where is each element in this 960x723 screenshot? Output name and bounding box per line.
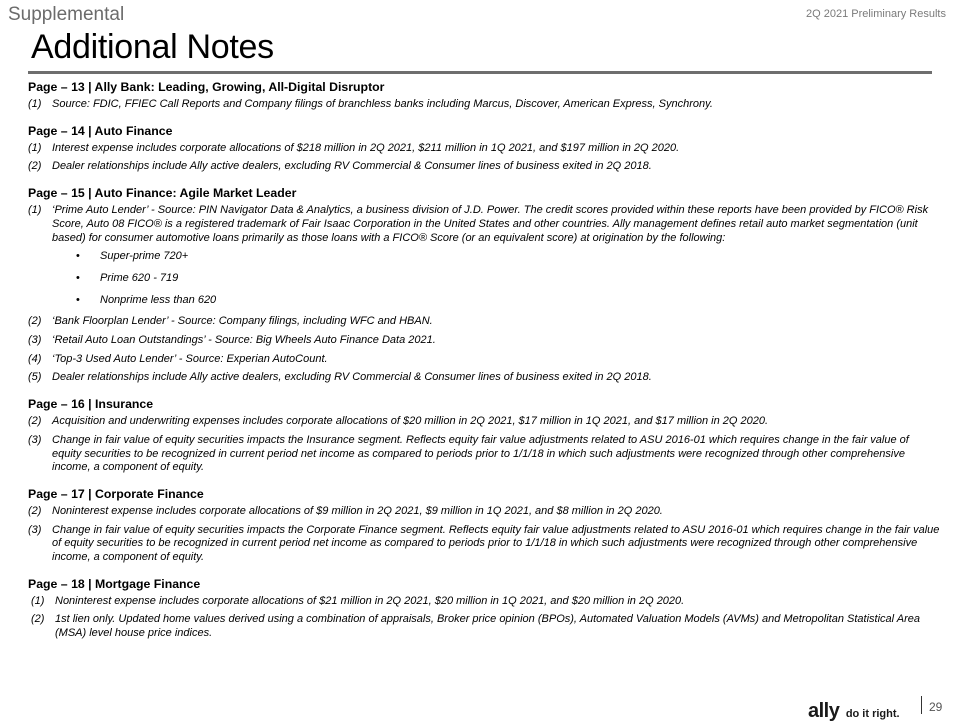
note-text: Noninterest expense includes corporate allocations of $9 million in 2Q 2021, $9 million in 1Q 2021, and $8 million in 2Q 2020.	[52, 504, 663, 517]
note-number: (1)	[28, 204, 42, 217]
section-heading: Page – 17 | Corporate Finance	[28, 486, 204, 501]
note-text: 1st lien only. Updated home values derived using a combination of appraisals, Broker price opinion (BPOs), Automated Valuation Models (AVMs) and Metropolitan Statistical Area (MSA) level house price indices.	[55, 613, 920, 640]
page-number: 29	[929, 700, 943, 714]
note-number: (3)	[28, 523, 42, 536]
section-page-17	[28, 487, 940, 565]
note-number: (3)	[28, 334, 42, 347]
note-item	[28, 434, 940, 475]
note-text: Source: FDIC, FFIEC Call Reports and Company filings of branchless banks including Marcus, Discover, American Express, Synchrony.	[52, 98, 713, 110]
report-title: 2Q 2021 Preliminary Results	[805, 8, 946, 20]
section-label: Supplemental	[8, 4, 125, 25]
note-item	[28, 524, 940, 565]
note-number: (2)	[31, 613, 45, 626]
title-divider	[28, 71, 932, 74]
note-text: Change in fair value of equity securities impacts the Insurance segment. Reflects equity fair value adjustments related to ASU 2016-01 which requires change in the fair value of equity securities to be recognized in current period net income as compared to periods prior to 1/1/18 in which such adjustments were recognized through other comprehensive income, a component of equity.	[52, 433, 909, 474]
bullet-text: Super-prime 720+	[100, 250, 189, 263]
note-number: (2)	[28, 504, 42, 517]
section-page-18	[28, 577, 940, 641]
note-item	[28, 353, 940, 367]
bullet-text: Prime 620 - 719	[100, 271, 179, 284]
note-item	[28, 613, 940, 640]
note-text: Dealer relationships include Ally active dealers, excluding RV Commercial & Consumer lines of business exited in 2Q 2018.	[52, 160, 652, 173]
logo-wordmark: ally	[808, 700, 840, 722]
note-number: (2)	[28, 415, 42, 428]
note-number: (2)	[28, 315, 42, 328]
bullet-icon: •	[76, 271, 80, 284]
page-title: Additional Notes	[31, 28, 274, 66]
list-item	[28, 294, 940, 308]
note-item	[28, 142, 940, 156]
note-text: ‘Top-3 Used Auto Lender’ - Source: Experian AutoCount.	[52, 352, 328, 365]
note-item	[28, 371, 940, 385]
note-text: ‘Bank Floorplan Lender’ - Source: Company filings, including WFC and HBAN.	[52, 315, 433, 328]
note-item	[28, 160, 940, 174]
section-heading: Page – 16 | Insurance	[28, 397, 154, 412]
note-number: (1)	[31, 594, 45, 607]
note-text: ‘Retail Auto Loan Outstandings’ - Source: Big Wheels Auto Finance Data 2021.	[52, 334, 436, 347]
note-text: Dealer relationships include Ally active dealers, excluding RV Commercial & Consumer lines of business exited in 2Q 2018.	[52, 371, 652, 384]
note-item	[28, 415, 940, 429]
bullet-icon: •	[76, 293, 80, 306]
note-text: Acquisition and underwriting expenses includes corporate allocations of $20 million in 2Q 2021, $17 million in 1Q 2021, and $17 million in 2Q 2020.	[52, 415, 769, 428]
list-item	[28, 272, 940, 286]
section-heading: Page – 14 | Auto Finance	[28, 123, 173, 138]
note-item	[28, 204, 940, 245]
note-number: (1)	[28, 141, 42, 154]
note-text: ‘Prime Auto Lender’ - Source: PIN Navigator Data & Analytics, a business division of J.D. Power. The credit scores provided within these reports have been provided by FICO® Risk Score, Auto 08 FICO® is a registered trademark of Fair Isaac Corporation in the United States and other countries. Ally management defines retail auto market segmentation (unit based) for consumer automotive loans primarily as those loans with a FICO® Score (or an equivalent score) at origination by the following:	[52, 204, 929, 244]
section-page-13	[28, 80, 940, 112]
note-number: (2)	[28, 160, 42, 173]
fico-segment-list	[28, 250, 940, 307]
bullet-icon: •	[76, 250, 80, 263]
note-text: Interest expense includes corporate allocations of $218 million in 2Q 2021, $211 million in 1Q 2021, and $197 million in 2Q 2020.	[52, 141, 680, 154]
section-heading: Page – 18 | Mortgage Finance	[28, 576, 201, 591]
notes-content	[28, 80, 940, 646]
list-item	[28, 250, 940, 264]
note-item	[28, 595, 940, 609]
note-number: (4)	[28, 352, 42, 365]
bullet-text: Nonprime less than 620	[100, 293, 217, 306]
logo-tagline: do it right.	[845, 708, 900, 720]
note-number: (5)	[28, 371, 42, 384]
note-number: (3)	[28, 433, 42, 446]
section-page-16	[28, 397, 940, 475]
note-item	[28, 505, 940, 519]
note-number: (1)	[28, 98, 42, 110]
section-page-14	[28, 124, 940, 174]
footer-divider	[921, 696, 922, 714]
note-item	[28, 98, 940, 112]
section-heading: Page – 15 | Auto Finance: Agile Market Leader	[28, 186, 297, 201]
note-item	[28, 334, 940, 348]
section-heading: Page – 13 | Ally Bank: Leading, Growing, All-Digital Disruptor	[28, 80, 385, 94]
note-text: Change in fair value of equity securities impacts the Corporate Finance segment. Reflects equity fair value adjustments related to ASU 2016-01 which requires change in the fair value of equity securities to be recognized in current period net income as compared to periods prior to 1/1/18 in which such adjustments were recognized through other comprehensive income, a component of equity.	[52, 523, 940, 564]
note-item	[28, 315, 940, 329]
section-page-15	[28, 186, 940, 385]
note-text: Noninterest expense includes corporate allocations of $21 million in 2Q 2021, $20 million in 1Q 2021, and $20 million in 2Q 2020.	[55, 594, 685, 607]
